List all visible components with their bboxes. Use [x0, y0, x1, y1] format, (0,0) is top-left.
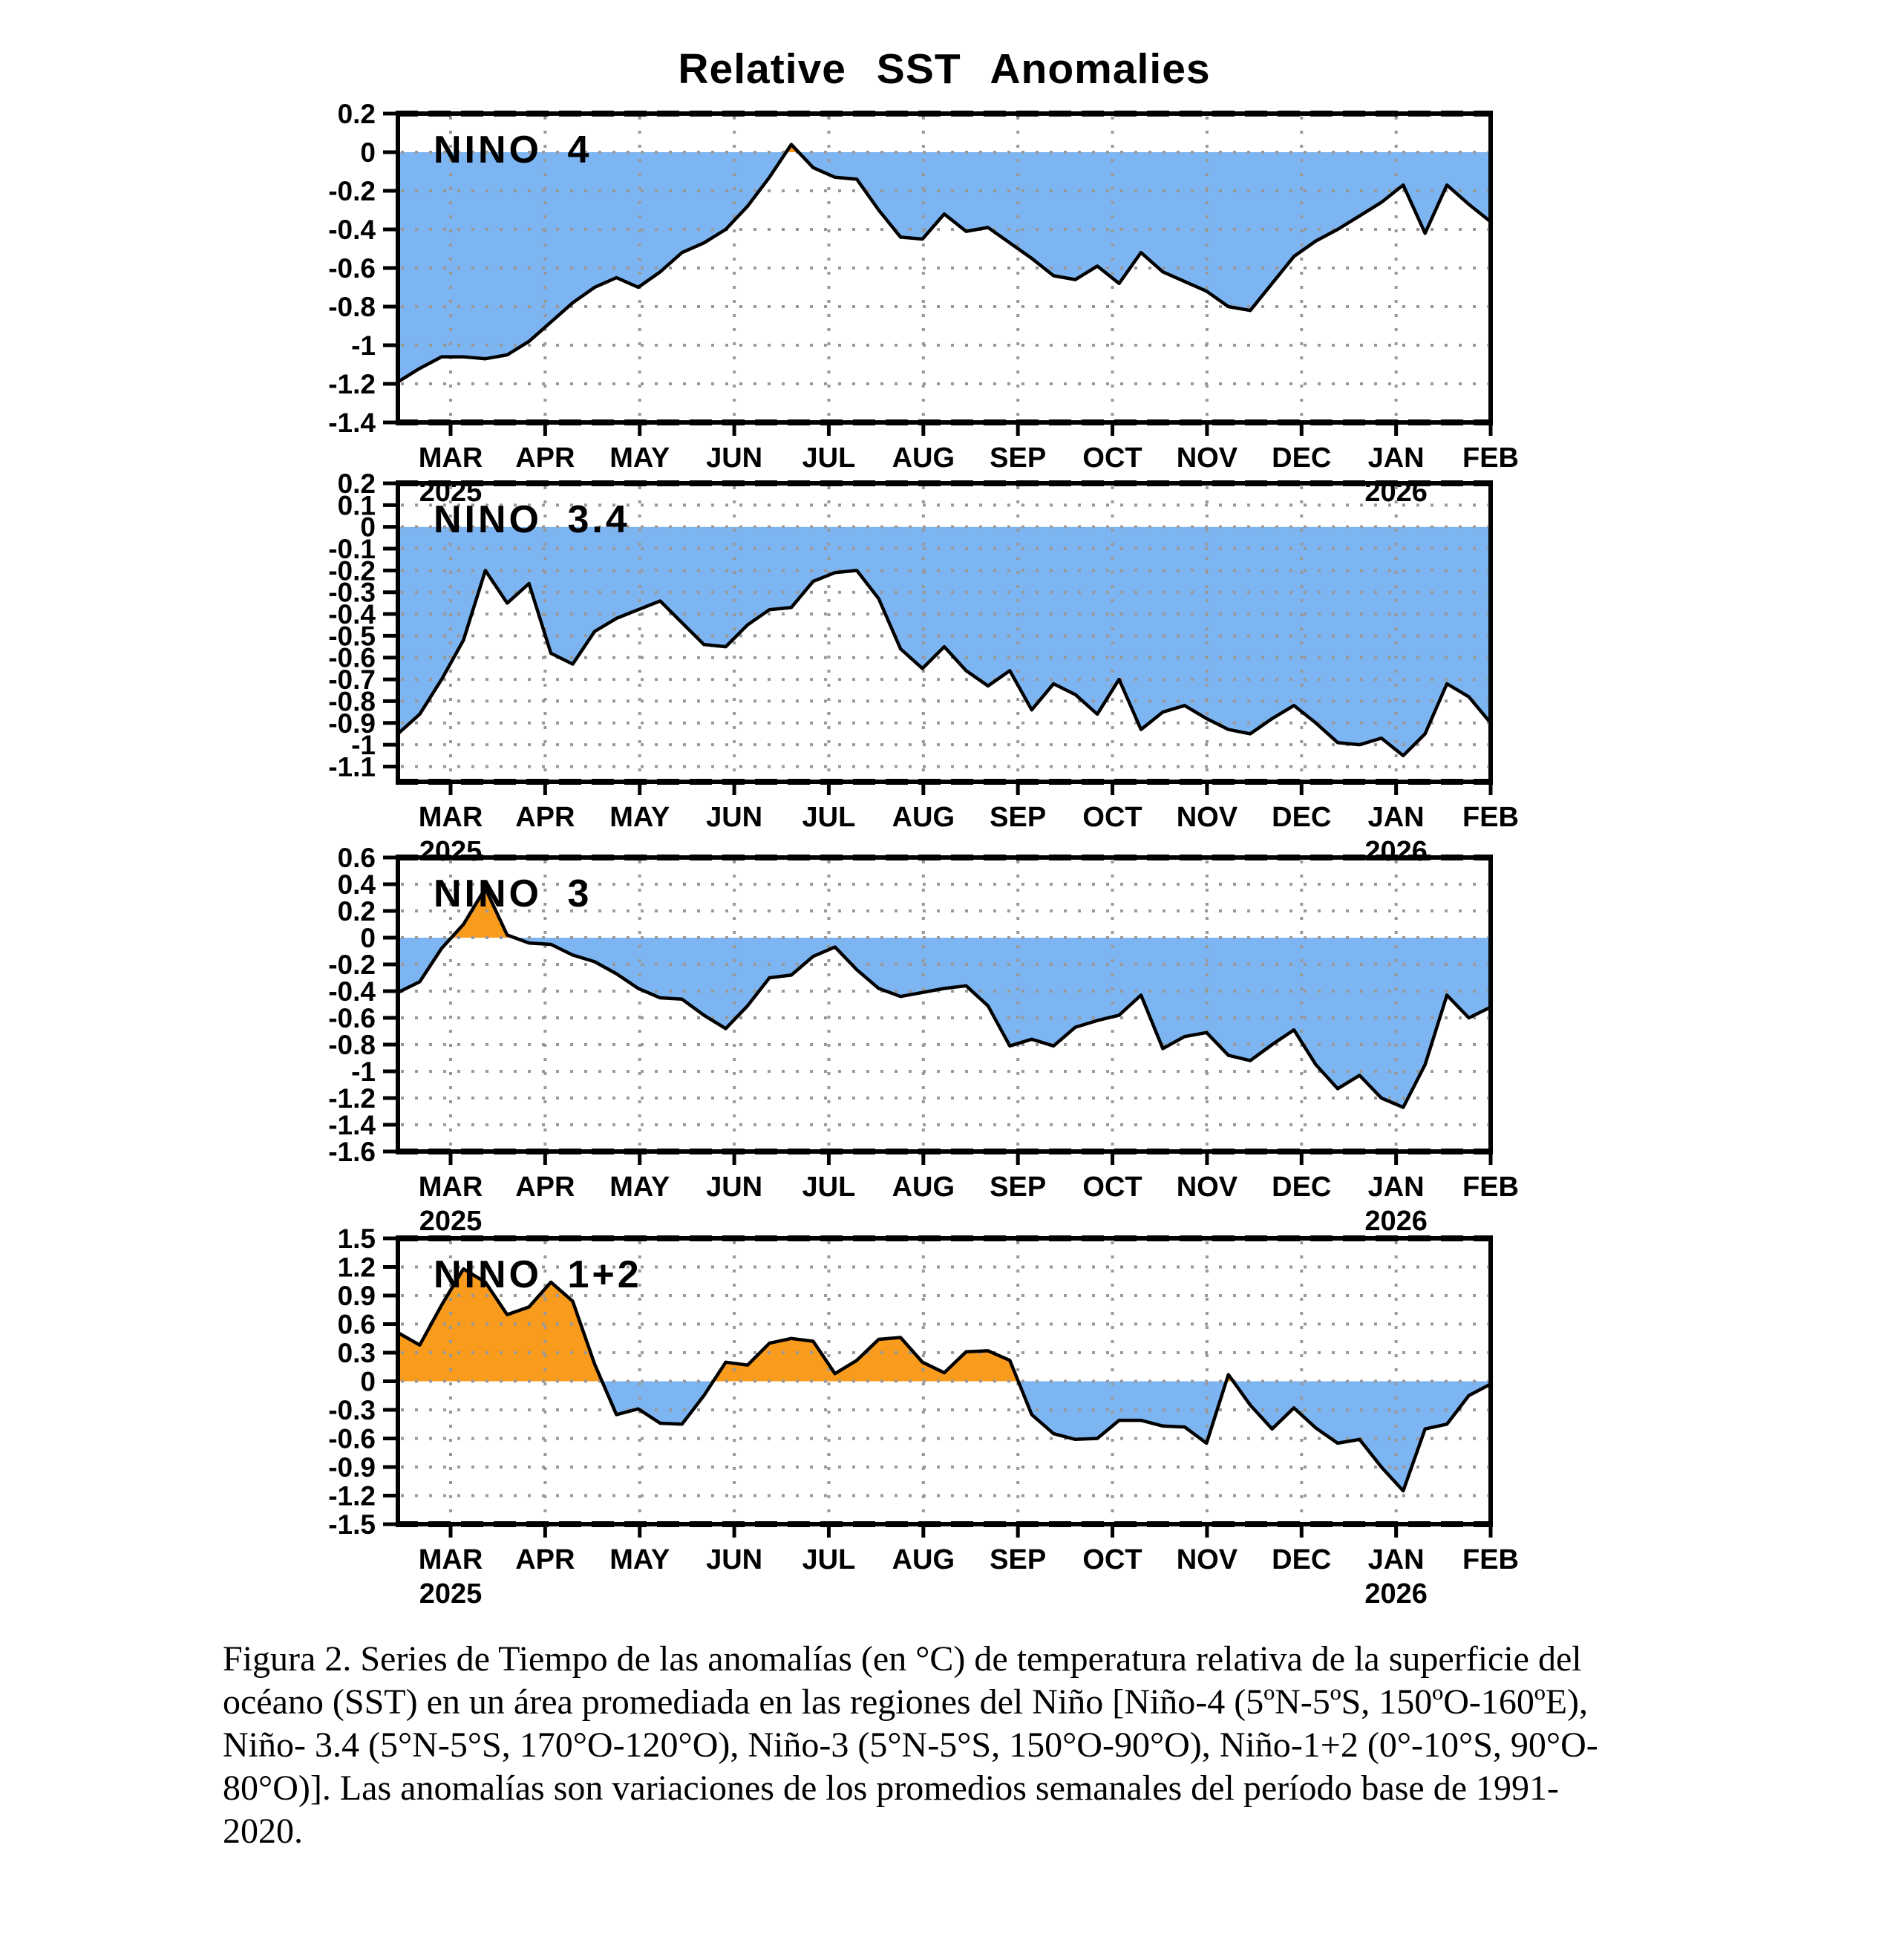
- y-tick-label: -0.8: [328, 292, 376, 322]
- y-tick-label: -0.2: [328, 555, 376, 587]
- y-tick-label: 0.9: [337, 1281, 376, 1311]
- x-tick-label: APR: [515, 442, 575, 474]
- x-tick-label: JUN: [706, 442, 763, 474]
- panel-nino-3: [328, 843, 1519, 1237]
- y-tick-label: -0.6: [328, 1423, 376, 1454]
- x-year-label: 2026: [1364, 1206, 1428, 1237]
- x-tick-label: JUL: [802, 1172, 856, 1203]
- x-tick-label: SEP: [990, 1172, 1047, 1203]
- y-tick-label: -0.9: [328, 708, 376, 739]
- x-year-label: 2026: [1364, 836, 1428, 867]
- x-tick-label: NOV: [1176, 1172, 1238, 1203]
- x-year-label: 2025: [419, 836, 483, 867]
- x-tick-label: MAR: [418, 802, 483, 833]
- y-tick-label: 0.2: [337, 99, 376, 129]
- y-tick-label: -0.5: [328, 621, 376, 652]
- negative-anomaly-area: [398, 527, 1491, 756]
- x-tick-label: JUN: [706, 1544, 763, 1575]
- x-year-label: 2026: [1364, 477, 1428, 508]
- x-tick-label: MAY: [609, 1544, 670, 1575]
- x-year-label: 2025: [419, 1206, 483, 1237]
- x-tick-label: FEB: [1462, 802, 1519, 833]
- y-tick-label: -0.6: [328, 253, 376, 284]
- page-title: Relative SST Anomalies: [678, 45, 1211, 93]
- caption-line: 80°O)]. Las anomalías son variaciones de los promedios semanales del período base de 1991-: [223, 1768, 1560, 1808]
- x-tick-label: OCT: [1082, 802, 1142, 833]
- x-tick-label: SEP: [990, 442, 1047, 474]
- x-tick-label: JAN: [1367, 442, 1425, 474]
- x-tick-label: SEP: [990, 802, 1047, 833]
- x-tick-label: JUN: [706, 1172, 763, 1203]
- x-tick-label: MAR: [418, 1544, 483, 1575]
- caption-line: Niño- 3.4 (5°N-5°S, 170°O-120°O), Niño-3 (5°N-5°S, 150°O-90°O), Niño-1+2 (0°-10°S, 90°O-: [223, 1725, 1598, 1765]
- x-tick-label: JAN: [1367, 1544, 1425, 1575]
- x-tick-label: JAN: [1367, 1172, 1425, 1203]
- y-tick-label: 0.1: [337, 490, 376, 521]
- y-tick-label: 0: [360, 512, 376, 543]
- x-tick-label: AUG: [892, 1544, 955, 1575]
- x-year-label: 2025: [419, 1578, 483, 1610]
- caption-line: Figura 2. Series de Tiempo de las anomalías (en °C) de temperatura relativa de la superficie del: [223, 1639, 1582, 1679]
- y-tick-label: -1.2: [328, 1480, 376, 1512]
- x-tick-label: APR: [515, 1544, 575, 1575]
- y-tick-label: -0.3: [328, 1395, 376, 1425]
- y-tick-label: -0.2: [328, 950, 376, 980]
- x-tick-label: MAY: [609, 802, 670, 833]
- x-year-label: 2025: [419, 477, 483, 508]
- x-tick-label: DEC: [1272, 802, 1332, 833]
- y-tick-label: 0: [360, 1366, 376, 1397]
- y-tick-label: 0.6: [337, 1309, 376, 1340]
- y-tick-label: 0.2: [337, 896, 376, 927]
- panel-title: NINO 3: [434, 872, 592, 915]
- y-tick-label: 0.6: [337, 843, 376, 873]
- y-tick-label: -0.3: [328, 577, 376, 608]
- x-tick-label: AUG: [892, 442, 955, 474]
- y-tick-label: -1.5: [328, 1509, 376, 1540]
- y-tick-label: -1: [351, 730, 376, 761]
- panel-title: NINO 1+2: [434, 1253, 642, 1296]
- y-tick-label: -0.4: [328, 599, 376, 630]
- negative-anomaly-area: [398, 145, 1491, 382]
- x-tick-label: NOV: [1176, 802, 1238, 833]
- positive-anomaly-area: [398, 1269, 1491, 1491]
- x-tick-label: MAY: [609, 442, 670, 474]
- y-tick-label: 0.3: [337, 1338, 376, 1368]
- x-tick-label: SEP: [990, 1544, 1047, 1575]
- panel-title: NINO 3.4: [434, 498, 630, 541]
- x-tick-label: FEB: [1462, 1172, 1519, 1203]
- y-tick-label: 1.5: [337, 1224, 376, 1254]
- x-tick-label: MAR: [418, 1172, 483, 1203]
- y-tick-label: -1.4: [328, 1110, 376, 1140]
- panel-nino-3-4: [328, 468, 1519, 867]
- y-tick-label: -1.6: [328, 1137, 376, 1167]
- y-tick-label: -1.1: [328, 751, 376, 783]
- y-tick-label: -0.6: [328, 1003, 376, 1033]
- x-tick-label: OCT: [1082, 442, 1142, 474]
- panel-nino-4: [328, 99, 1519, 508]
- x-tick-label: MAY: [609, 1172, 670, 1203]
- caption-line: océano (SST) en un área promediada en las regiones del Niño [Niño-4 (5ºN-5ºS, 150ºO-160ºE),: [223, 1682, 1589, 1722]
- x-tick-label: FEB: [1462, 1544, 1519, 1575]
- x-tick-label: DEC: [1272, 1172, 1332, 1203]
- y-tick-label: -0.4: [328, 976, 376, 1007]
- y-tick-label: -1.2: [328, 1083, 376, 1114]
- y-tick-label: 0.2: [337, 468, 376, 499]
- x-tick-label: JAN: [1367, 802, 1425, 833]
- x-tick-label: JUL: [802, 442, 856, 474]
- x-tick-label: JUL: [802, 1544, 856, 1575]
- y-tick-label: -1.4: [328, 408, 376, 438]
- x-tick-label: JUN: [706, 802, 763, 833]
- y-tick-label: 0: [360, 923, 376, 953]
- x-tick-label: APR: [515, 802, 575, 833]
- y-tick-label: -0.9: [328, 1452, 376, 1483]
- y-tick-label: -0.6: [328, 642, 376, 673]
- x-tick-label: OCT: [1082, 1544, 1142, 1575]
- x-tick-label: OCT: [1082, 1172, 1142, 1203]
- x-tick-label: MAR: [418, 442, 483, 474]
- y-tick-label: -1.2: [328, 369, 376, 399]
- y-tick-label: -0.2: [328, 176, 376, 206]
- figure-caption: [223, 1638, 1693, 1853]
- y-tick-label: -0.4: [328, 215, 376, 245]
- panel-title: NINO 4: [434, 128, 592, 172]
- x-tick-label: NOV: [1176, 1544, 1238, 1575]
- caption-line: 2020.: [223, 1812, 303, 1851]
- x-tick-label: NOV: [1176, 442, 1238, 474]
- y-tick-label: -0.7: [328, 664, 376, 696]
- x-tick-label: JUL: [802, 802, 856, 833]
- y-tick-label: -1: [351, 330, 376, 361]
- x-tick-label: AUG: [892, 1172, 955, 1203]
- y-tick-label: -0.1: [328, 534, 376, 565]
- y-tick-label: -0.8: [328, 686, 376, 717]
- y-tick-label: -0.8: [328, 1030, 376, 1060]
- x-tick-label: DEC: [1272, 1544, 1332, 1575]
- x-tick-label: APR: [515, 1172, 575, 1203]
- panel-nino-1-2: [328, 1224, 1519, 1610]
- x-tick-label: FEB: [1462, 442, 1519, 474]
- y-tick-label: 1.2: [337, 1252, 376, 1283]
- x-tick-label: DEC: [1272, 442, 1332, 474]
- x-year-label: 2026: [1364, 1578, 1428, 1610]
- y-tick-label: 0: [360, 137, 376, 168]
- y-tick-label: -1: [351, 1056, 376, 1087]
- x-tick-label: AUG: [892, 802, 955, 833]
- y-tick-label: 0.4: [337, 869, 376, 900]
